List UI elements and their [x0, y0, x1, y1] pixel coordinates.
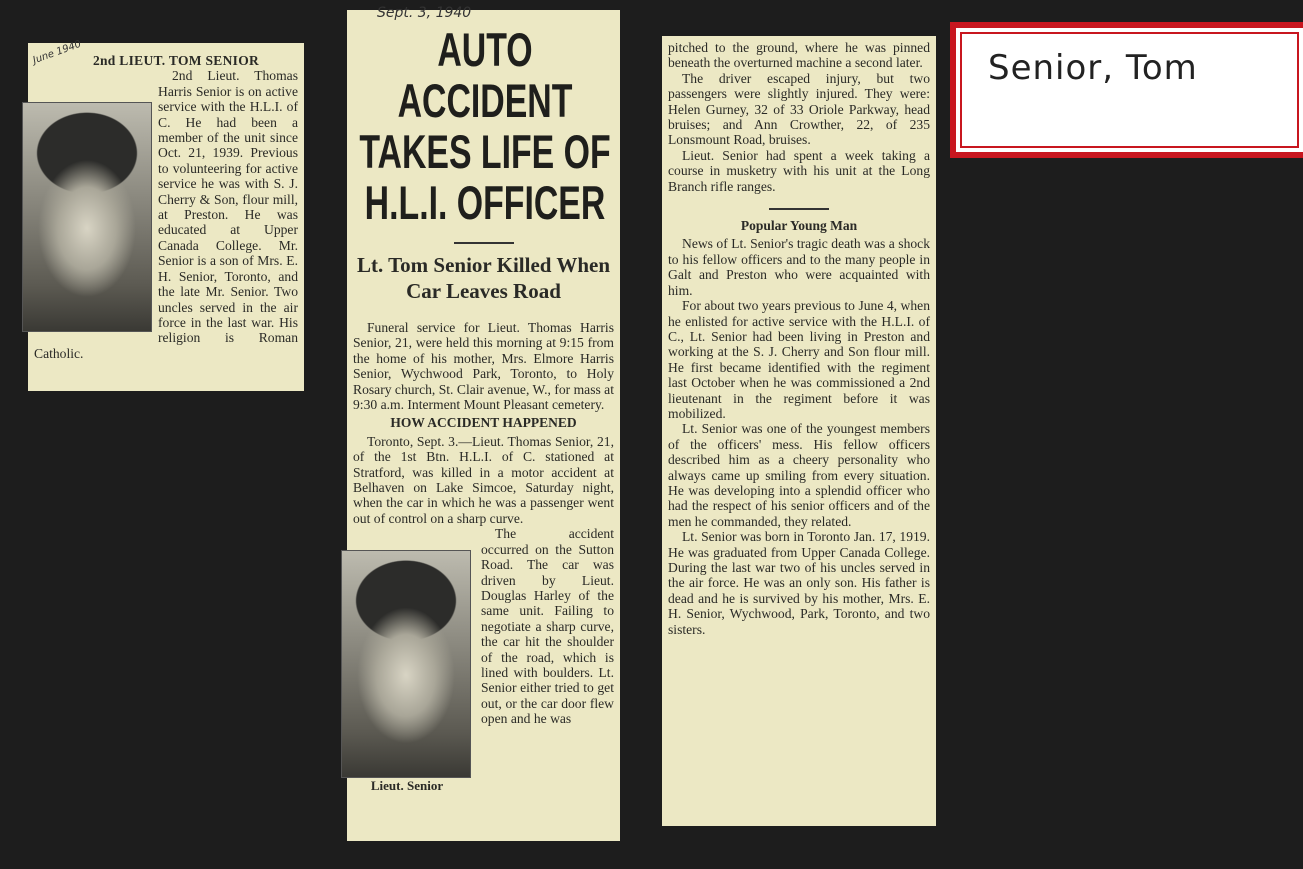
name-label — [950, 22, 1303, 158]
article-subheadline: Lt. Tom Senior Killed When Car Leaves Road — [356, 253, 611, 303]
clipping-headline: 2nd LIEUT. TOM SENIOR — [92, 53, 260, 68]
clipping-profile — [28, 38, 304, 391]
clipping-continuation — [662, 36, 936, 826]
paragraph: Lieut. Senior had spent a week taking a course in musketry with his unit at the Long Branch rifle ranges. — [668, 147, 930, 194]
photo-caption: Lieut. Senior — [370, 778, 444, 794]
paragraph: Toronto, Sept. 3.—Lieut. Thomas Senior, 21, of the 1st Btn. H.L.I. of C. stationed at Stratford, was killed in a motor accident at Belhaven on Lake Simcoe, Saturday night, when the car in which he was a passenger went out of control on a sharp curve. — [353, 433, 614, 526]
headline-line: TAKES LIFE OF — [359, 125, 611, 178]
section-heading: HOW ACCIDENT HAPPENED — [390, 415, 577, 431]
portrait-photo — [341, 550, 471, 778]
headline-line: H.L.I. OFFICER — [364, 176, 606, 229]
section-heading: Popular Young Man — [740, 218, 858, 234]
paragraph: The accident occurred on the Sutton Road. The car was driven by Lieut. Douglas Harley of the same unit. Failing to negotiate a sharp curve, the car hit the shoulder of the road, which is lined with boulders. Lt. Senior either tried to get out, or the car door flew open and he was — [481, 526, 614, 727]
article-headline — [348, 24, 622, 228]
headline-line: AUTO ACCIDENT — [397, 23, 573, 127]
handwritten-date: Sept. 3, 1940 — [377, 5, 472, 21]
divider — [769, 208, 829, 210]
paragraph: pitched to the ground, where he was pinned beneath the overturned machine a second later. — [668, 40, 930, 71]
portrait-photo — [22, 102, 152, 332]
name-label-text: Senior, Tom — [956, 28, 1303, 152]
clipping-article — [347, 5, 620, 841]
paragraph: The driver escaped injury, but two passengers were slightly injured. They were: Helen Gurney, 32 of 33 Oriole Parkway, head bruises; and Ann Crowther, 22, of 235 Lonsmount Road, bruises. — [668, 70, 930, 148]
photo-figure — [341, 550, 473, 793]
divider — [454, 242, 514, 244]
paragraph: For about two years previous to June 4, when he enlisted for active service with the H.L.I. of C., Lt. Senior had been living in Preston and working at the S. J. Cherry and Son flour mill. He first became identified with the regiment last October when he was commissioned a 2nd lieutenant in the regiment before it was mobilized. — [668, 298, 930, 421]
paragraph: News of Lt. Senior's tragic death was a shock to his fellow officers and to the many people in Galt and Preston who were acquainted with him. — [668, 236, 930, 298]
paragraph: Lt. Senior was one of the youngest members of the officers' mess. His fellow officers described him as a cheery personality who always came up smiling from every situation. He was developing into a splendid officer who had the respect of his senior officers and of the men he commanded, they related. — [668, 421, 930, 529]
handwritten-date: June 1940 — [31, 38, 83, 67]
clipping-body: 2nd Lieut. Thomas Harris Senior is on active service with the H.L.I. of C. He had been a member of the unit since Oct. 21, 1939. Previous to volunteering for active service he was with S. J. Cherry & Son, flour mill, at Preston. He was educated at Upper Canada College. Mr. Senior is a son of Mrs. E. H. Senior, Toronto, and the late Mr. Senior. Two uncles served in the air force in the last war. His religion is Roman Catholic. — [34, 68, 298, 361]
paragraph: Funeral service for Lieut. Thomas Harris Senior, 21, were held this morning at 9:15 from the home of his mother, Mrs. Elmore Harris Senior, Wychwood Park, Toronto, to Holy Rosary church, St. Clair avenue, W., for mass at 9:30 a.m. Interment Mount Pleasant cemetery. — [353, 320, 614, 413]
paragraph: Lt. Senior was born in Toronto Jan. 17, 1919. He was graduated from Upper Canada College. During the last war two of his uncles served in the air force. He was an only son. His father is dead and he is survived by his mother, Mrs. E. H. Senior, Wychwood, Park, Toronto, and two sisters. — [668, 529, 930, 637]
